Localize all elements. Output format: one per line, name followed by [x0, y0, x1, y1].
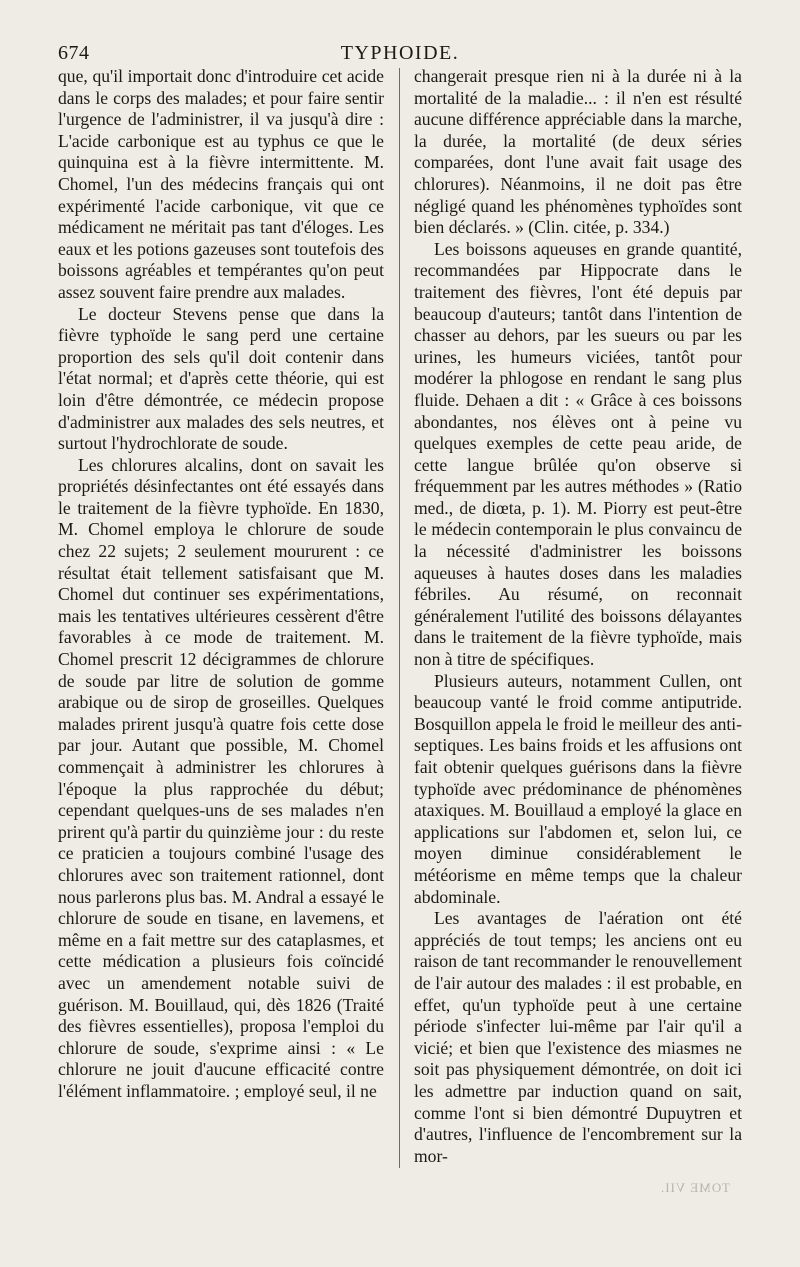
paragraph: que, qu'il importait donc d'introduire cet acide dans le corps des malades; et pour faire sentir l'urgence de l'administrer, il va jusqu'à dire : L'acide carbonique est au typhus ce que le quinquina est à la fièvre intermittente. M. Chomel, l'un des médecins français qui ont expérimenté l'acide carbonique, vit que ce médicament ne méritait pas tant d'éloges. Les eaux et les potions gazeuses sont toutefois des boissons agréables et tempérantes qu'on peut assez souvent faire prendre aux malades.	[58, 66, 384, 302]
right-column	[414, 66, 742, 1167]
paragraph: Les avantages de l'aération ont été appréciés de tout temps; les anciens ont eu raison de tant recommander le renouvellement de l'air autour des malades : il est probable, en effet, qu'un typhoïde peut à une certaine période s'infecter lui-même par l'air qu'il a vicié; et bien que l'existence des miasmes ne soit pas physiquement démontrée, on doit ici les admettre par induction quand on sait, comme l'ont si bien démontré Dupuytren et d'autres, l'influence de l'encombrement sur la mor-	[414, 908, 742, 1166]
page-header	[58, 42, 742, 68]
running-title: TYPHOIDE.	[340, 42, 460, 64]
page-number: 674	[58, 42, 90, 64]
paragraph: Les boissons aqueuses en grande quantité, recommandées par Hippocrate dans le traitement des fièvres, l'ont été depuis par beaucoup d'auteurs; tantôt dans l'intention de chasser au dehors, par les sueurs ou par les urines, les humeurs viciées, tantôt pour modérer la phlogose en rendant le sang plus fluide. Dehaen a dit : « Grâce à ces boissons abondantes, nos élèves ont à peine vu quelques exemples de cette peau aride, de cette langue brûlée qu'on observe si fréquemment par les autres méthodes » (Ratio med., de diœta, p. 1). M. Piorry est peut-être le médecin contemporain le plus convaincu de la nécessité d'administrer les boissons aqueuses à hautes doses dans les maladies fébriles. Au résumé, on reconnait généralement l'utilité des boissons délayantes dans le traitement de la fièvre typhoïde, mais non à titre de spécifiques.	[414, 238, 742, 670]
bleed-through-text: TOME VII.	[660, 1180, 730, 1195]
paragraph: Plusieurs auteurs, notamment Cullen, ont beaucoup vanté le froid comme antiputride. Bosquillon appela le froid le meilleur des anti-septiques. Les bains froids et les affusions ont fait obtenir quelques guérisons dans la fièvre typhoïde avec prédominance de phénomènes ataxiques. M. Bouillaud a employé la glace en applications sur l'abdomen et, selon lui, ce moyen diminue considérablement le météorisme en même temps que la chaleur abdominale.	[414, 670, 742, 907]
paragraph: Les chlorures alcalins, dont on savait les propriétés désinfectantes ont été essayés dans le traitement de la fièvre typhoïde. En 1830, M. Chomel employa le chlorure de soude chez 22 sujets; 2 seulement moururent : ce résultat était tellement satisfaisant que M. Chomel dut continuer ses expérimentations, mais les tentatives ultérieures cessèrent d'être favorables à ce mode de traitement. M. Chomel prescrit 12 décigrammes de chlorure de soude par litre de solution de gomme arabique ou de sirop de groseilles. Quelques malades prirent jusqu'à quatre fois cette dose par jour. Autant que possible, M. Chomel commençait à administrer les chlorures à l'époque la plus rapprochée du début; cependant quelques-uns de ses malades n'en prirent qu'à partir du quinzième jour : du reste ce praticien a toujours combiné l'usage des chlorures avec son traitement rationnel, dont nous parlerons plus bas. M. Andral a essayé le chlorure de soude en tisane, en lavemens, et même en a fait mettre sur des cataplasmes, et cette médication a plusieurs fois coïncidé avec un amendement notable suivi de guérison. M. Bouillaud, qui, dès 1826 (Traité des fièvres essentielles), proposa l'emploi du chlorure de soude, s'exprime ainsi : « Le chlorure ne jouit d'aucune efficacité contre l'élément inflammatoire. ; employé seul, il ne	[58, 454, 384, 1101]
paragraph: changerait presque rien ni à la durée ni à la mortalité de la maladie... : il n'en est résulté aucune différence appréciable dans la marche, la durée, la mortalité (de deux séries comparées, dont l'une avait fait usage des chlorures). Néanmoins, il ne doit pas être négligé quand les phénomènes typhoïdes sont bien déclarés. » (Clin. citée, p. 334.)	[414, 66, 742, 238]
left-column	[58, 66, 384, 1103]
paragraph: Le docteur Stevens pense que dans la fièvre typhoïde le sang perd une certaine proportion des sels qu'il doit contenir dans l'état normal; et d'après cette théorie, qui est loin d'être démontrée, ce médecin propose d'administrer aux malades des sels neutres, et surtout l'hydrochlorate de soude.	[58, 303, 384, 454]
column-divider	[399, 68, 400, 1168]
